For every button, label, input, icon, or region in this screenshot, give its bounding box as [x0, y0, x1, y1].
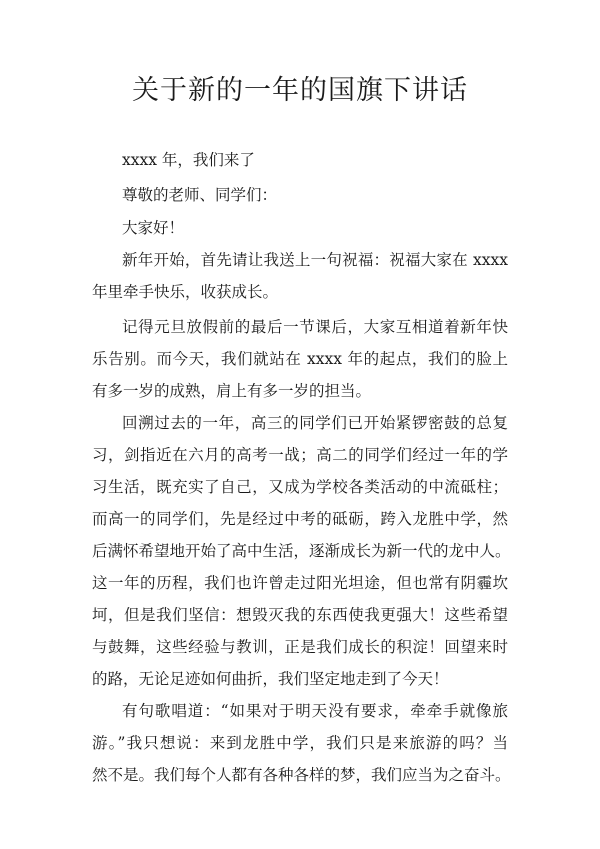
body-line: 新年开始，首先请让我送上一句祝福：祝福大家在 xxxx: [122, 251, 508, 269]
body-line: 年里牵手快乐，收获成长。: [92, 283, 279, 301]
body-line: 游。”我只想说：来到龙胜中学，我们只是来旅游的吗？当: [92, 734, 508, 752]
body-line: 而高一的同学们，先是经过中考的砥砺，跨入龙胜中学，然: [92, 510, 508, 528]
body-line: 这一年的历程，我们也许曾走过阳光坦途，但也常有阴霾坎: [92, 574, 508, 592]
body-line: 坷，但是我们坚信：想毁灭我的东西使我更强大！这些希望: [92, 606, 508, 624]
body-line: 乐告别。而今天，我们就站在 xxxx 年的起点，我们的脸上: [92, 350, 508, 368]
body-line: 记得元旦放假前的最后一节课后，大家互相道着新年快: [122, 318, 508, 336]
body-line: 后满怀希望地开始了高中生活，逐渐成长为新一代的龙中人。: [92, 542, 511, 560]
greeting-line: xxxx 年，我们来了: [122, 151, 255, 169]
body-line: 与鼓舞，这些经验与教训，正是我们成长的积淀！回望来时: [92, 638, 508, 656]
body-line: 回溯过去的一年，高三的同学们已开始紧锣密鼓的总复: [122, 414, 508, 432]
greeting-line: 大家好！: [122, 219, 185, 237]
greeting-line: 尊敬的老师、同学们：: [122, 186, 278, 204]
body-line: 有句歌唱道：“如果对于明天没有要求，牵牵手就像旅: [122, 702, 508, 720]
body-line: 的路，无论足迹如何曲折，我们坚定地走到了今天！: [92, 670, 449, 688]
body-line: 习，剑指近在六月的高考一战；高二的同学们经过一年的学: [92, 446, 508, 464]
body-line: 有多一岁的成熟，肩上有多一岁的担当。: [92, 382, 372, 400]
document-title: 关于新的一年的国旗下讲话: [132, 75, 468, 106]
body-line: 习生活，既充实了自己，又成为学校各类活动的中流砥柱；: [92, 478, 508, 496]
body-line: 然不是。我们每个人都有各种各样的梦，我们应当为之奋斗。: [92, 766, 511, 784]
